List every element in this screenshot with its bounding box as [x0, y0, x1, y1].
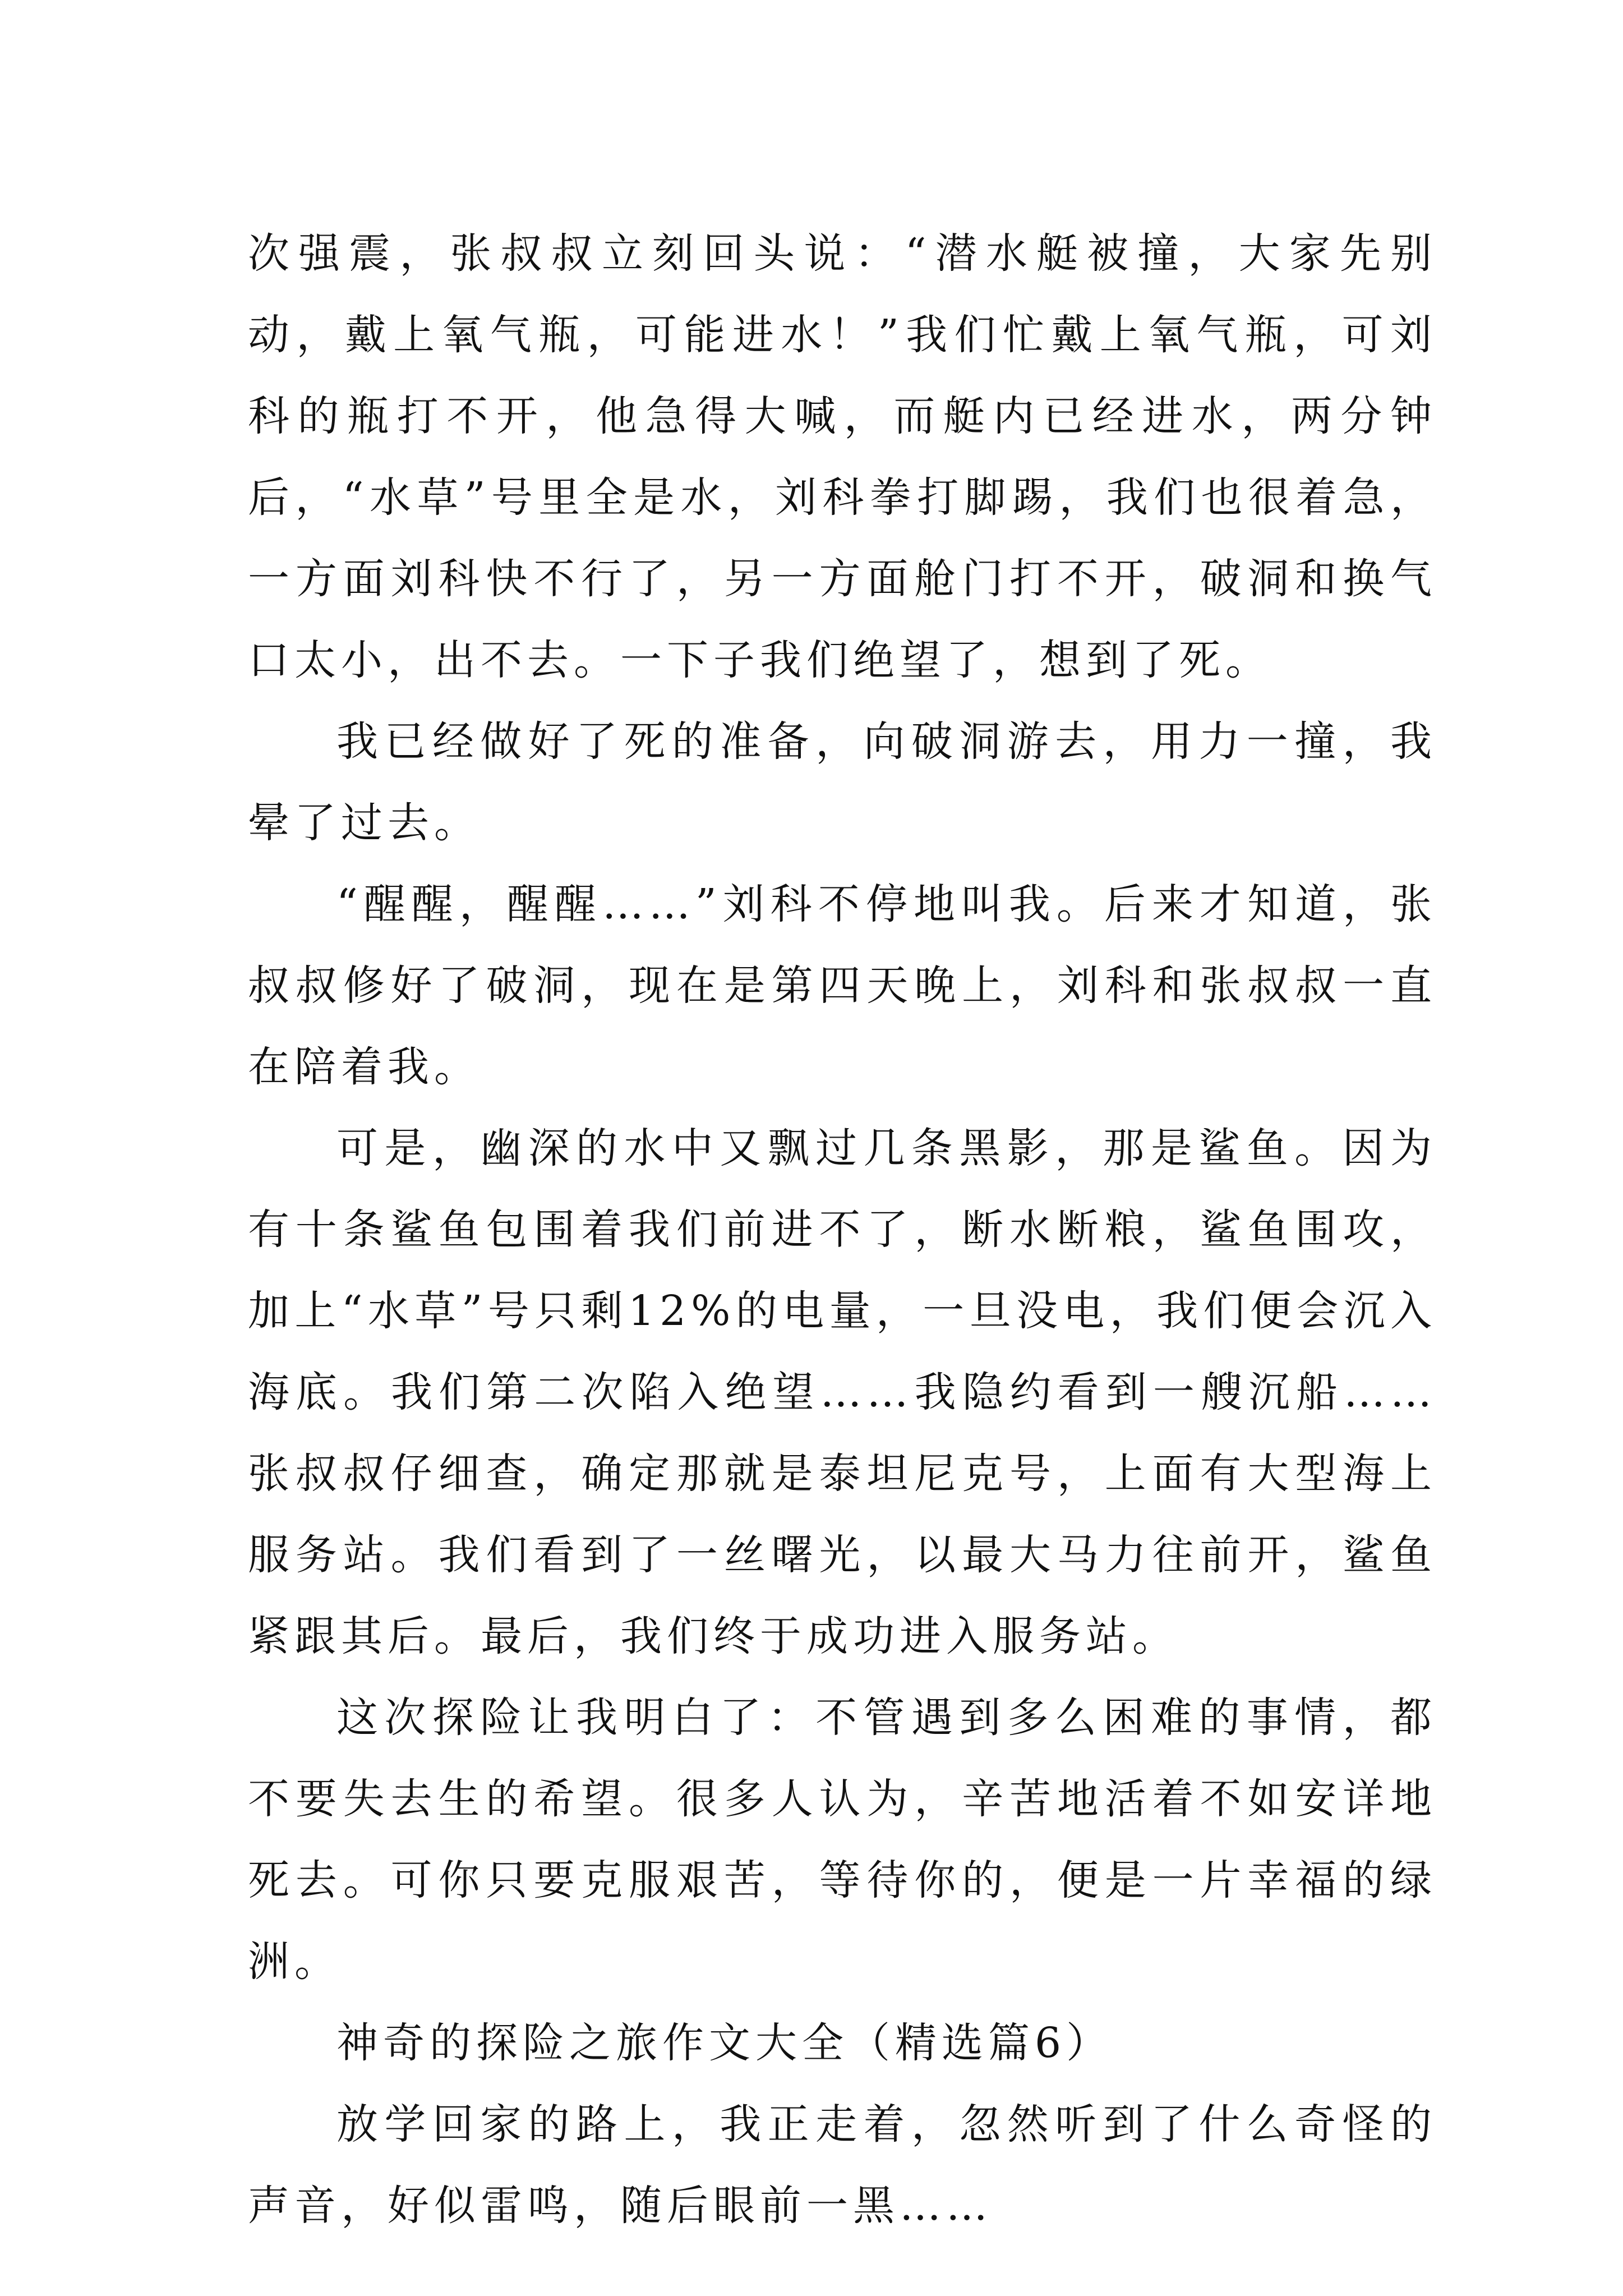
paragraph-3: “醒醒，醒醒……”刘科不停地叫我。后来才知道，张叔叔修好了破洞，现在是第四天晚上，刘科和张叔叔一直在陪着我。	[248, 880, 1437, 1091]
section-heading: 神奇的探险之旅作文大全（精选篇6）	[336, 2019, 1113, 2067]
paragraph-2: 我已经做好了死的准备，向破洞游去，用力一撞，我晕了过去。	[248, 717, 1437, 847]
paragraph-5: 这次探险让我明白了：不管遇到多么困难的事情，都不要失去生的希望。很多人认为，辛苦地活着不如安详地死去。可你只要克服艰苦，等待你的，便是一片幸福的绿洲。	[248, 1694, 1437, 1986]
paragraph-6: 放学回家的路上，我正走着，忽然听到了什么奇怪的声音，好似雷鸣，随后眼前一黑……	[248, 2100, 1437, 2230]
document-body	[248, 213, 1437, 2247]
paragraph-4: 可是，幽深的水中又飘过几条黑影，那是鲨鱼。因为有十条鲨鱼包围着我们前进不了，断水断粮，鲨鱼围攻，加上“水草”号只剩12%的电量，一旦没电，我们便会沉入海底。我们第二次陷入绝望……我隐约看到一艘沉船……张叔叔仔细查，确定那就是泰坦尼克号，上面有大型海上服务站。我们看到了一丝曙光，以最大马力往前开，鲨鱼紧跟其后。最后，我们终于成功进入服务站。	[248, 1124, 1437, 1660]
paragraph-1: 次强震，张叔叔立刻回头说：“潜水艇被撞，大家先别动，戴上氧气瓶，可能进水！”我们忙戴上氧气瓶，可刘科的瓶打不开，他急得大喊，而艇内已经进水，两分钟后，“水草”号里全是水，刘科拳打脚踢，我们也很着急，一方面刘科快不行了，另一方面舱门打不开，破洞和换气口太小，出不去。一下子我们绝望了，想到了死。	[248, 229, 1437, 684]
